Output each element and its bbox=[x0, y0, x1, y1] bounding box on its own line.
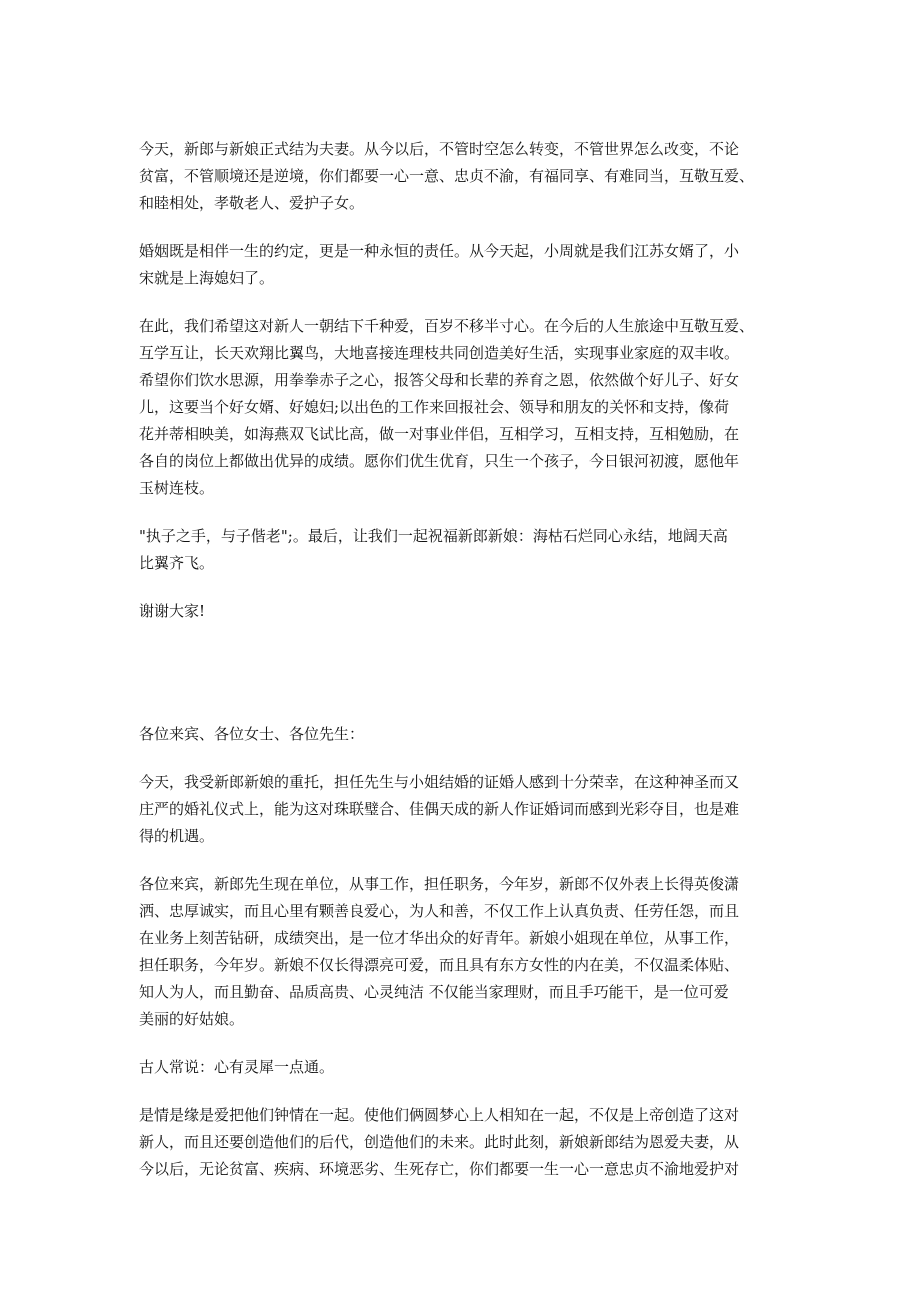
paragraph-vows: 今天，新郎与新娘正式结为夫妻。从今以后，不管时空怎么转变，不管世界怎么改变，不论 贫富，不管顺境还是逆境，你们都要一心一意、忠贞不渝，有福同享、有难同当，互敬互爱、 和睦相处，孝敬老人、爱护子女。 bbox=[139, 140, 755, 212]
paragraph-marriage-responsibility: 婚姻既是相伴一生的约定，更是一种永恒的责任。从今天起，小周就是我们江苏女婿了，小 宋就是上海媳妇了。 bbox=[139, 242, 740, 287]
paragraph-witness-intro: 今天，我受新郎新娘的重托，担任先生与小姐结婚的证婚人感到十分荣幸，在这种神圣而又 庄严的婚礼仪式上，能为这对珠联璧合、佳偶天成的新人作证婚词而感到光彩夺目，也是难 得的机遇。 bbox=[139, 773, 740, 845]
paragraph-greeting: 各位来宾、各位女士、各位先生： bbox=[139, 725, 365, 743]
paragraph-thanks: 谢谢大家! bbox=[139, 602, 206, 620]
paragraph-couple-introduction: 各位来宾，新郎先生现在单位，从事工作，担任职务，今年岁，新郎不仅外表上长得英俊潇 洒、忠厚诚实，而且心里有颗善良爱心，为人和善，不仅工作上认真负责、任劳任怨，而且 在业务上刻苦钻研，成绩突出，是一位才华出众的好青年。新娘小姐现在单位，从事工作， 担任职务，今年岁。新娘不仅长得漂亮可爱，而且具有东方女性的内在美，不仅温柔体贴、 知人为人，而且勤奋、品质高贵、心灵纯洁 不仅能当家理财，而且手巧能干，是一位可爱 美丽的好姑娘。 bbox=[139, 875, 740, 1028]
section-spacer bbox=[139, 646, 799, 721]
paragraph-blessing: "执子之手，与子偕老";。最后，让我们一起祝福新郎新娘：海枯石烂同心永结，地阔天高 比翼齐飞。 bbox=[139, 527, 728, 572]
paragraph-fate: 是情是缘是爱把他们钟情在一起。使他们俩圆梦心上人相知在一起，不仅是上帝创造了这对 新人，而且还要创造他们的后代，创造他们的未来。此时此刻，新娘新郎结为恩爱夫妻，从 今以后，无论贫富、疾病、环境恶劣、生死存亡，你们都要一生一心一意忠贞不渝地爱护对 bbox=[139, 1106, 740, 1178]
paragraph-wishes: 在此，我们希望这对新人一朝结下千种爱，百岁不移半寸心。在今后的人生旅途中互敬互爱、 互学互让，长天欢翔比翼鸟，大地喜接连理枝共同创造美好生活，实现事业家庭的双丰收。 希望你们饮水思源，用拳拳赤子之心，报答父母和长辈的养育之恩，依然做个好儿子、好女 儿，这要当个好女婿、好媳妇;以出色的工作来回报社会、领导和朋友的关怀和支持，像荷 花并蒂相映美，如海燕双飞试比高，做一对事业伴侣，互相学习，互相支持，互相勉励，在 各自的岗位上都做出优异的成绩。愿你们优生优育，只生一个孩子，今日银河初渡，愿他年 玉树连枝。 bbox=[139, 317, 755, 497]
paragraph-proverb: 古人常说：心有灵犀一点通。 bbox=[139, 1058, 335, 1076]
document-page bbox=[139, 136, 799, 1204]
